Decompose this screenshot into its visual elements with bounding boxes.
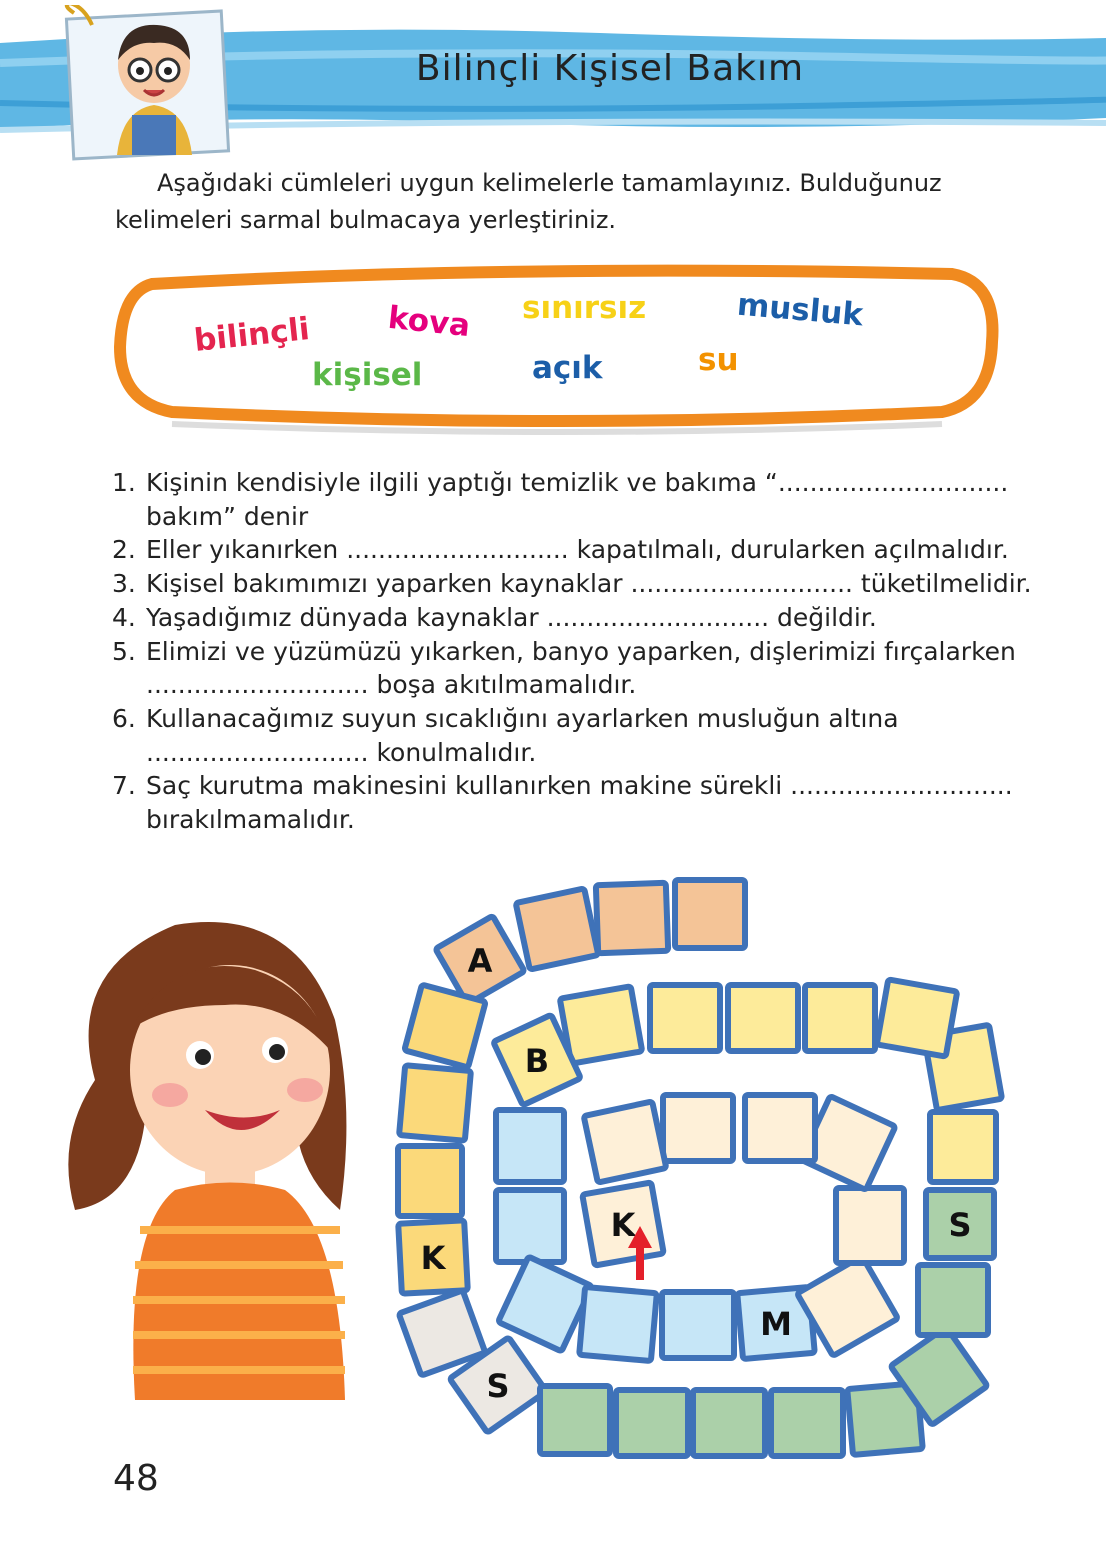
question-text [146,769,1013,836]
puzzle-letter: M [760,1305,792,1343]
question-number: 4. [112,602,136,632]
question-number: 1. [112,468,136,497]
question-text [146,601,877,635]
puzzle-cell[interactable] [596,883,668,953]
question-text [146,567,1032,601]
puzzle-cell[interactable] [560,986,642,1064]
puzzle-cell[interactable] [650,985,720,1051]
puzzle-cell[interactable] [693,1390,765,1456]
question-list [112,466,1052,837]
puzzle-cell[interactable] [771,1390,843,1456]
puzzle-cell[interactable] [805,985,875,1051]
question-line: bırakılmamalıdır. [146,805,355,835]
question-item [112,466,1052,533]
puzzle-cell[interactable] [836,1188,904,1263]
instruction-line-2: kelimeleri sarmal bulmacaya yerleştiriniz. [115,206,617,234]
question-item [112,769,1052,836]
question-item [112,601,1052,635]
word-musluk: musluk [735,286,865,334]
question-item [112,533,1052,567]
question-number: 2. [112,535,136,565]
girl-illustration [55,910,365,1410]
page-number: 48 [113,1458,159,1499]
question-text [146,533,1009,567]
question-text [146,466,1008,533]
word-su: su [698,342,739,378]
question-text [146,635,1016,702]
puzzle-cell[interactable] [496,1190,564,1262]
puzzle-cell[interactable] [404,985,485,1068]
question-number: 5. [112,636,136,666]
puzzle-cell[interactable] [930,1112,996,1182]
puzzle-cell[interactable] [877,979,957,1056]
question-line: Elimizi ve yüzümüzü yıkarken, banyo yaparken, dişlerimizi fırçalarken [146,636,1016,666]
question-number: 6. [112,703,136,733]
puzzle-cell[interactable] [675,880,745,948]
question-item [112,702,1052,769]
puzzle-letter: A [467,942,493,980]
question-line: Kişisel bakımımızı yaparken kaynaklar ............................ tüketilmelidir. [146,569,1032,599]
word-bank [112,262,1002,442]
question-item [112,567,1052,601]
puzzle-cell[interactable] [662,1292,734,1358]
puzzle-cell[interactable] [663,1095,733,1161]
word-kova: kova [386,299,472,345]
page-title: Bilinçli Kişisel Bakım [415,48,805,89]
question-line: Kişinin kendisiyle ilgili yaptığı temizlik ve bakıma “............................. [146,468,1009,497]
word-sinirsiz: sınırsız [522,290,647,326]
puzzle-cell[interactable] [516,888,599,969]
puzzle-cell[interactable] [579,1287,657,1361]
puzzle-letter: K [420,1239,446,1277]
puzzle-letter: S [486,1367,510,1405]
question-line: Yaşadığımız dünyada kaynaklar ............................ değildir. [146,602,877,632]
question-line: ............................ konulmalıdır. [146,737,537,767]
question-text [146,702,899,769]
boy-illustration [62,5,232,165]
puzzle-letter: B [524,1042,550,1080]
question-line: bakım” denir [146,501,309,531]
puzzle-letter: S [948,1206,972,1244]
puzzle-cell[interactable] [745,1095,815,1161]
question-line: Kullanacağımız suyun sıcaklığını ayarlarken musluğun altına [146,703,899,733]
puzzle-cell[interactable] [584,1101,667,1182]
question-line: Eller yıkanırken ............................ kapatılmalı, durularken açılmalıdır. [146,535,1009,565]
question-number: 3. [112,569,136,599]
word-bilincli: bilinçli [192,311,312,359]
puzzle-cell[interactable] [918,1265,988,1335]
word-kisisel: kişisel [312,357,423,393]
puzzle-cell[interactable] [398,1146,462,1216]
puzzle-letter: K [610,1206,636,1244]
spiral-puzzle [390,870,1010,1470]
puzzle-cell[interactable] [399,1065,471,1140]
puzzle-cell[interactable] [728,985,798,1051]
puzzle-cell[interactable] [616,1390,688,1456]
instruction-line-1: Aşağıdaki cümleleri uygun kelimelerle tamamlayınız. Bulduğunuz [157,169,942,197]
word-acik: açık [532,350,603,386]
question-line: ............................ boşa akıtılmamalıdır. [146,670,637,700]
question-number: 7. [112,771,136,801]
puzzle-cell[interactable] [496,1110,564,1182]
question-item [112,635,1052,702]
question-line: Saç kurutma makinesini kullanırken makine sürekli ............................ [146,771,1013,801]
puzzle-cell[interactable] [540,1386,610,1454]
instructions [115,165,955,239]
